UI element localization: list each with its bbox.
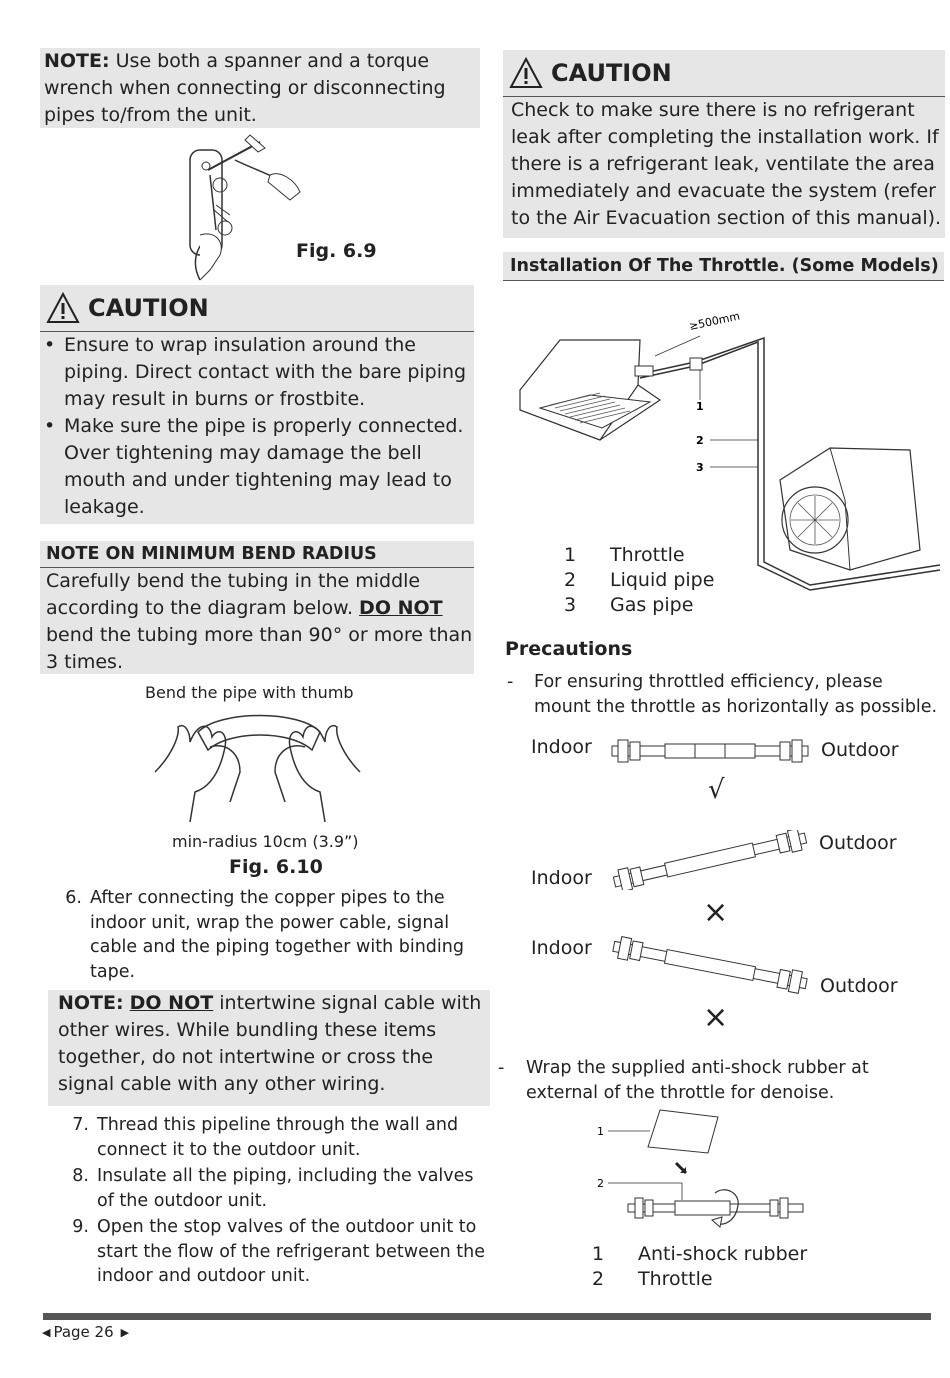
note-spanner [40,48,480,128]
list-item [57,1215,487,1289]
legend-num: 2 [564,569,577,591]
callout-2: 2 [696,434,704,447]
callout-3: 3 [696,461,704,474]
check-mark: √ [708,775,725,805]
legend-label: Throttle [638,1268,713,1290]
bullet-item: • Ensure to wrap insulation around the piping. Direct contact with the bare piping may result in burns or frostbite. [64,332,474,413]
step-number: 6. [65,888,82,908]
bend-hands-illustration [150,702,365,827]
outdoor-label: Outdoor [820,975,898,997]
callout-2: 2 [597,1177,604,1190]
step-number: 8. [72,1166,89,1186]
cross-mark: × [703,895,729,930]
warning-icon [509,57,543,89]
list-item [57,1164,487,1213]
caution-box-leak [503,50,945,238]
page-number: Page 26 [53,1323,114,1341]
bend-heading: NOTE ON MINIMUM BEND RADIUS [40,541,474,568]
do-not-emphasis: DO NOT [129,992,214,1014]
step-6 [50,886,480,984]
dash-marker: - [498,1058,505,1078]
bend-top-label: Bend the pipe with thumb [145,683,354,702]
throttle-legend [564,543,714,618]
cross-mark: × [703,1000,729,1035]
outdoor-label: Outdoor [821,739,899,761]
bend-radius-note [40,541,474,674]
anti-shock-rubber-diagram [590,1105,815,1245]
prev-page-icon[interactable]: ◀ [42,1325,51,1339]
footer-rule [43,1313,931,1320]
bend-text [40,568,486,676]
do-not-emphasis: DO NOT [359,597,443,619]
precaution-item-1 [507,670,939,719]
list-item [50,886,480,984]
note-text: Use both a spanner and a torque wrench when connecting or disconnecting pipes to/from the unit. [44,50,446,126]
note-label: NOTE: [44,50,110,72]
legend-label: Gas pipe [610,594,694,616]
precautions-heading: Precautions [505,638,633,660]
warning-icon [46,292,80,324]
figure-caption-6-10: Fig. 6.10 [229,856,323,878]
step-number: 7. [72,1115,89,1135]
precaution-text: Wrap the supplied anti-shock rubber at external of the throttle for denoise. [526,1058,869,1103]
dash-marker: - [507,672,514,692]
legend-num: 1 [592,1243,605,1265]
legend-num: 1 [564,544,577,566]
precaution-item-2 [498,1056,928,1105]
throttle-tilted-down [610,935,810,995]
step-text: Insulate all the piping, including the valves of the outdoor unit. [97,1166,474,1211]
next-page-icon[interactable]: ▶ [120,1325,130,1339]
bend-text-a: Carefully bend the tubing in the middle according to the diagram below. [46,570,421,619]
legend-label: Throttle [610,544,685,566]
caution-bullets [40,332,474,521]
callout-1: 1 [696,400,704,413]
throttle-tilted-up [610,830,810,890]
legend-num: 2 [592,1268,605,1290]
list-item [57,1113,487,1162]
legend-num: 3 [564,594,577,616]
step-text: Open the stop valves of the outdoor unit to start the flow of the refrigerant between the indoor and outdoor unit. [97,1217,485,1286]
indoor-label: Indoor [531,867,592,889]
throttle-heading: Installation Of The Throttle. (Some Models) [503,252,944,281]
step-number: 9. [72,1217,89,1237]
step-text: Thread this pipeline through the wall and connect it to the outdoor unit. [97,1115,459,1160]
caution-title: CAUTION [551,59,672,87]
throttle-horizontal [610,737,810,765]
callout-1: 1 [597,1125,604,1138]
caution-title: CAUTION [88,294,209,322]
page-nav [42,1323,129,1341]
caution-text: Check to make sure there is no refrigerant leak after completing the installation work. If there is a refrigerant leak, ventilate the area immediately and evacuate the system (refer to the Air Evacuation section of this manual). [511,99,942,229]
note-label: NOTE: [58,992,124,1014]
bullet-item: • Make sure the pipe is properly connected. Over tightening may damage the bell mouth and under tightening may lead to leakage. [64,413,474,521]
indoor-label: Indoor [531,736,592,758]
caution-header [40,285,474,332]
note-signal-cable [48,990,490,1106]
caution-header [503,50,945,97]
legend-label: Anti-shock rubber [638,1243,808,1265]
bend-bottom-label: min-radius 10cm (3.9”) [172,832,359,851]
precaution-text: For ensuring throttled efficiency, please mount the throttle as horizontally as possible. [534,672,938,717]
step-text: After connecting the copper pipes to the indoor unit, wrap the power cable, signal cable and the piping together with binding tape. [90,888,464,982]
outdoor-label: Outdoor [819,832,897,854]
indoor-label: Indoor [531,937,592,959]
steps-list [57,1113,487,1289]
figure-caption-6-9: Fig. 6.9 [296,240,377,262]
caution-box-insulation [40,285,474,524]
distance-label: ≥500mm [687,309,742,333]
note-text: intertwine signal cable with other wires. While bundling these items together, do not intertwine or cross the signal cable with any other wiring. [58,992,482,1095]
bend-text-b: bend the tubing more than 90° or more than 3 times. [46,624,473,673]
rubber-legend [592,1242,807,1292]
legend-label: Liquid pipe [610,569,715,591]
